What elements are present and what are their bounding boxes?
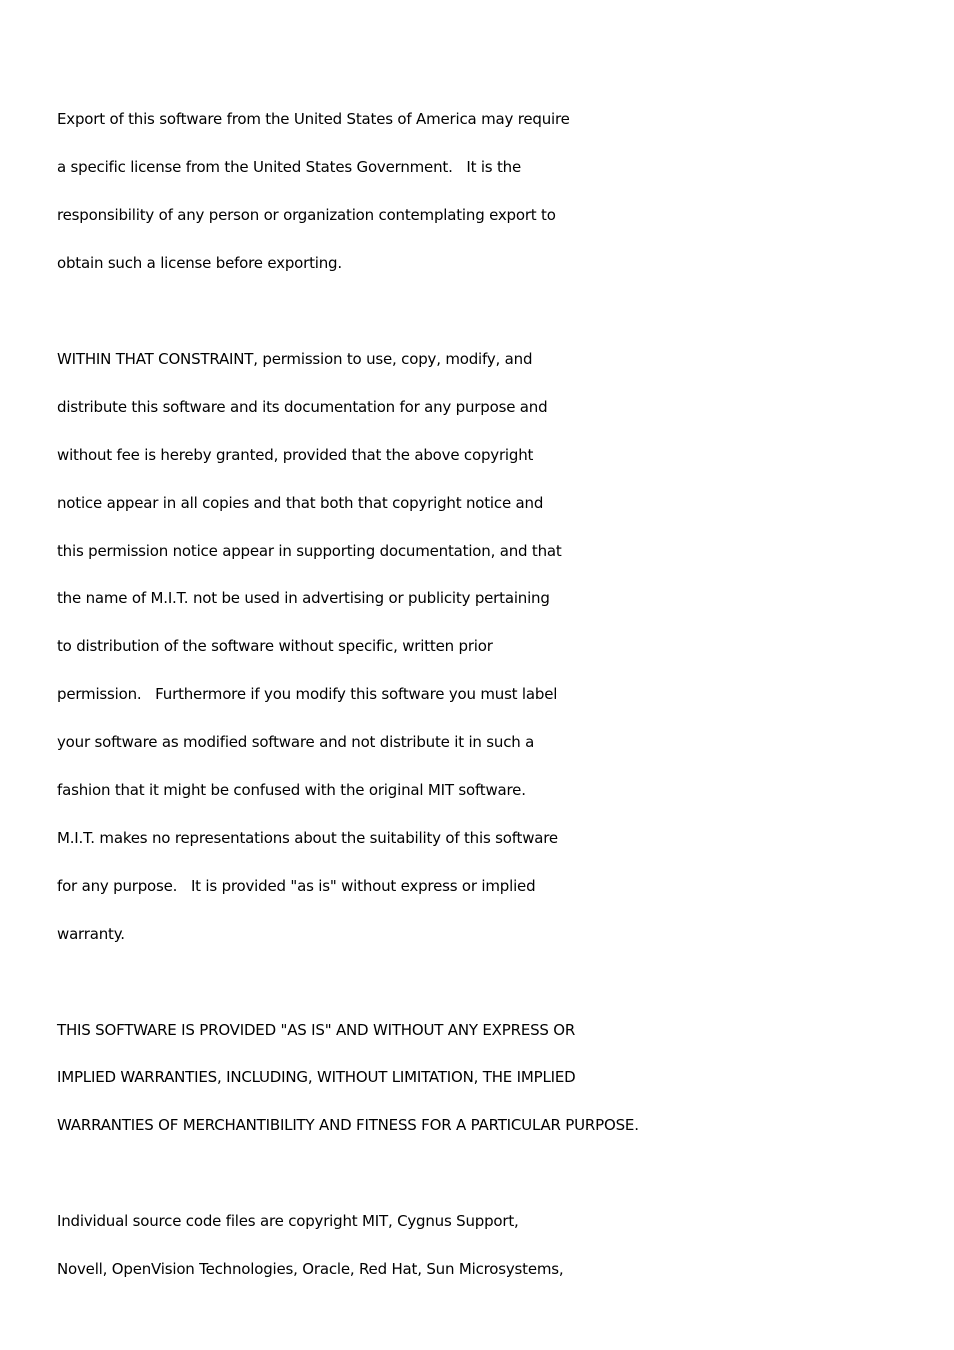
- text-line: WITHIN THAT CONSTRAINT, permission to use, copy, modify, and: [57, 350, 533, 368]
- text-line: warranty.: [57, 925, 125, 943]
- text-line: obtain such a license before exporting.: [57, 254, 342, 272]
- text-line: to distribution of the software without specific, written prior: [57, 637, 493, 655]
- text-line: without fee is hereby granted, provided that the above copyright: [57, 446, 534, 464]
- text-line: notice appear in all copies and that both that copyright notice and: [57, 494, 544, 512]
- text-line: distribute this software and its documentation for any purpose and: [57, 398, 548, 416]
- text-line: Novell, OpenVision Technologies, Oracle, Red Hat, Sun Microsystems,: [57, 1260, 564, 1278]
- text-line: M.I.T. makes no representations about the suitability of this software: [57, 829, 558, 847]
- text-line: this permission notice appear in supporting documentation, and that: [57, 542, 562, 560]
- text-line: for any purpose. It is provided "as is" without express or implied: [57, 877, 536, 895]
- text-line: fashion that it might be confused with the original MIT software.: [57, 781, 526, 799]
- text-line: WARRANTIES OF MERCHANTIBILITY AND FITNESS FOR A PARTICULAR PURPOSE.: [57, 1116, 639, 1134]
- text-line: your software as modified software and not distribute it in such a: [57, 733, 535, 751]
- text-line: THIS SOFTWARE IS PROVIDED "AS IS" AND WITHOUT ANY EXPRESS OR: [57, 1021, 576, 1039]
- text-line: a specific license from the United States Government. It is the: [57, 158, 521, 176]
- text-line: permission. Furthermore if you modify this software you must label: [57, 685, 558, 703]
- text-line: Export of this software from the United States of America may require: [57, 110, 570, 128]
- text-line: Individual source code files are copyright MIT, Cygnus Support,: [57, 1212, 519, 1230]
- text-line: IMPLIED WARRANTIES, INCLUDING, WITHOUT LIMITATION, THE IMPLIED: [57, 1068, 576, 1086]
- text-line: the name of M.I.T. not be used in advertising or publicity pertaining: [57, 589, 550, 607]
- text-line: responsibility of any person or organization contemplating export to: [57, 206, 556, 224]
